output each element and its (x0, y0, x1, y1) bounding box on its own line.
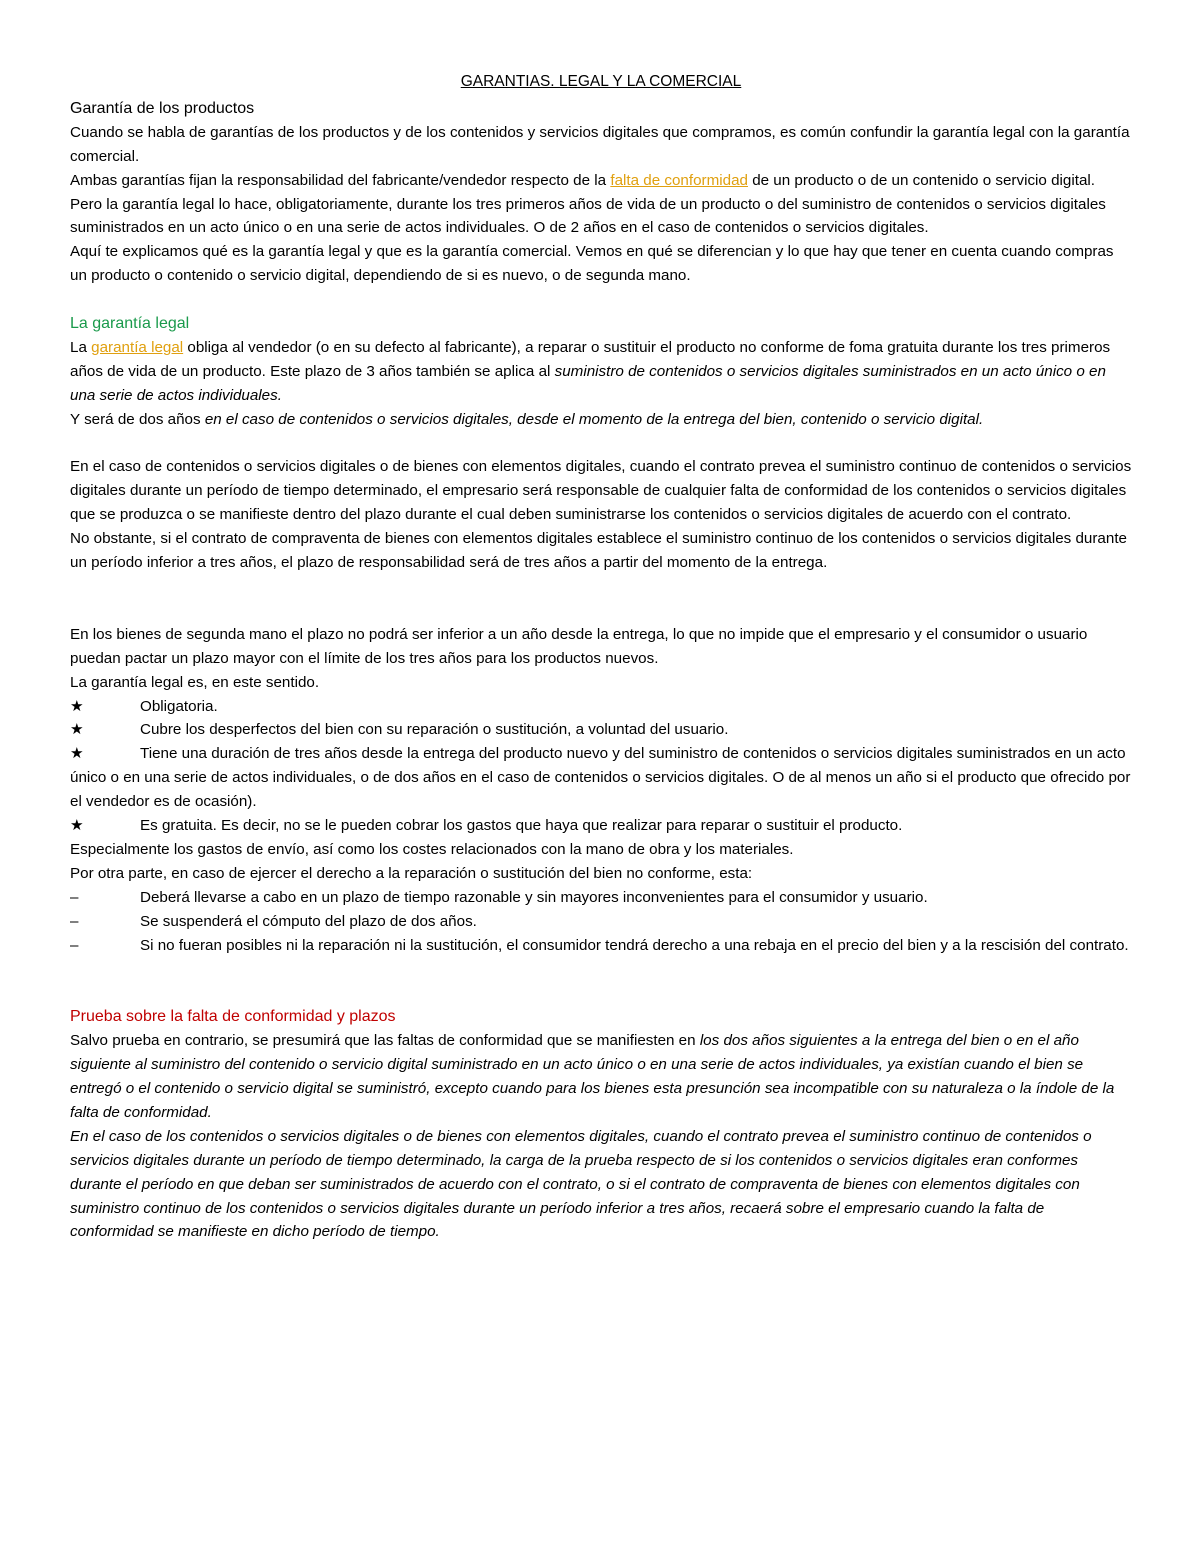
bullet-text: Tiene una duración de tres años desde la entrega del producto nuevo y del suministro de contenidos o servicios digitales suministrados en un acto único o en una serie de actos individuales, o de dos años en el caso de contenidos o servicios digitales. O de al menos un año si el producto que ofrecido por el vendedor es de ocasión). (70, 745, 1131, 811)
legal-paragraph-7: Especialmente los gastos de envío, así como los costes relacionados con la mano de obra y los materiales. (70, 840, 794, 858)
dash-text: Se suspenderá el cómputo del plazo de dos años. (140, 912, 477, 930)
heading-garantia-legal: La garantía legal (70, 315, 190, 333)
star-icon: ★ (70, 721, 84, 739)
spacer (70, 981, 1132, 1005)
legal-paragraph-1 (70, 336, 1132, 408)
link-falta-de-conformidad[interactable]: falta de conformidad (610, 171, 748, 189)
spacer (70, 575, 1132, 599)
legal-paragraph-8: Por otra parte, en caso de ejercer el derecho a la reparación o sustitución del bien no conforme, esta: (70, 864, 753, 882)
spacer (70, 599, 1132, 623)
text-run: Ambas garantías fijan la responsabilidad del fabricante/vendedor respecto de la (70, 171, 611, 189)
spacer (70, 288, 1132, 312)
italic-run: En el caso de los contenidos o servicios digitales o de bienes con elementos digitales, cuando el contrato prevea el suministro continuo de contenidos o servicios digitales durante un período de tiempo determinado, la carga de la prueba respecto de si los contenidos o servicios digitales eran conformes durante el período en que deban ser suministrados de acuerdo con el contrato, o si el contrato de compraventa de bienes con elementos digitales con suministro continuo de los contenidos o servicios digitales durante un período inferior a tres años, recaerá sobre el empresario cuando la falta de conformidad se manifieste en dicho período de tiempo. (70, 1127, 1092, 1241)
document-page (70, 70, 1132, 1244)
proof-paragraph-1 (70, 1029, 1132, 1125)
bullet-text: Obligatoria. (140, 697, 218, 715)
star-icon: ★ (70, 745, 84, 763)
italic-run: los dos años siguientes a la entrega del bien o en el año siguiente al suministro del contenido o servicio digital suministrado en un acto único o en una serie de actos individuales, ya existían cuando el bien se entregó o el contenido o servicio digital se suministró, excepto cuando para los bienes esta presunción sea incompatible con su naturaleza o la índole de la falta de conformidad. (70, 1032, 1115, 1121)
dash-text: Si no fueran posibles ni la reparación ni la sustitución, el consumidor tendrá derecho a una rebaja en el precio del bien y a la rescisión del contrato. (140, 936, 1129, 954)
bullet-item (70, 695, 1132, 719)
dash-icon: – (70, 912, 79, 930)
dash-icon: – (70, 888, 79, 906)
bullet-item (70, 718, 1132, 742)
text-run: de un producto o de un contenido o servicio digital. (747, 171, 1095, 189)
legal-paragraph-6: La garantía legal es, en este sentido. (70, 673, 320, 691)
link-garantia-legal[interactable]: garantía legal (91, 338, 184, 356)
heading-prueba: Prueba sobre la falta de conformidad y plazos (70, 1008, 396, 1026)
dash-icon: – (70, 936, 79, 954)
bullet-text: Cubre los desperfectos del bien con su reparación o sustitución, a voluntad del usuario. (140, 721, 729, 739)
spacer (70, 957, 1132, 981)
italic-run: suministro de contenidos o servicios digitales suministrados en un acto único o en una serie de actos individuales. (70, 362, 1106, 404)
intro-paragraph-1: Cuando se habla de garantías de los productos y de los contenidos y servicios digitales que compramos, es común confundir la garantía legal con la garantía comercial. (70, 123, 1130, 165)
text-run: Salvo prueba en contrario, se presumirá que las faltas de conformidad que se manifiesten en (70, 1032, 700, 1050)
proof-paragraph-2 (70, 1125, 1132, 1245)
legal-paragraph-4: No obstante, si el contrato de compraventa de bienes con elementos digitales establece el suministro continuo de los contenidos o servicios digitales durante un período inferior a tres años, el plazo de responsabilidad será de tres años a partir del momento de la entrega. (70, 530, 1127, 572)
intro-paragraph-4: Aquí te explicamos qué es la garantía legal y que es la garantía comercial. Vemos en qué se diferencian y lo que hay que tener en cuenta cuando compras un producto o contenido o servicio digital, dependiendo de si es nuevo, o de segunda mano. (70, 243, 1114, 285)
bullet-item (70, 814, 1132, 838)
spacer (70, 432, 1132, 456)
dash-item (70, 886, 1132, 910)
bullet-text: Es gratuita. Es decir, no se le pueden cobrar los gastos que haya que realizar para reparar o sustituir el producto. (140, 817, 903, 835)
italic-run: en el caso de contenidos o servicios digitales, desde el momento de la entrega del bien, contenido o servicio digital. (204, 410, 984, 428)
intro-paragraph-2 (70, 169, 1132, 193)
document-title: GARANTIAS. LEGAL Y LA COMERCIAL (460, 73, 742, 90)
legal-paragraph-3: En el caso de contenidos o servicios digitales o de bienes con elementos digitales, cuando el contrato prevea el suministro continuo de contenidos o servicios digitales durante un período de tiempo determinado, el empresario será responsable de cualquier falta de conformidad de los contenidos o servicios digitales que se produzca o se manifieste dentro del plazo durante el cual deben suministrarse los contenidos o servicios digitales de acuerdo con el contrato. (70, 458, 1132, 524)
legal-paragraph-5: En los bienes de segunda mano el plazo no podrá ser inferior a un año desde la entrega, lo que no impide que el empresario y el consumidor o usuario puedan pactar un plazo mayor con el límite de los tres años para los productos nuevos. (70, 625, 1088, 667)
text-run: La (70, 338, 92, 356)
text-run: obliga al vendedor (o en su defecto al fabricante), a reparar o sustituir el producto no conforme de foma gratuita durante los tres primeros años de vida de un producto. Este plazo de 3 años también se aplica al (70, 338, 1111, 380)
text-run: Y será de dos años (70, 410, 205, 428)
section-subtitle: Garantía de los productos (70, 99, 255, 117)
star-icon: ★ (70, 817, 84, 835)
legal-paragraph-2 (70, 408, 1132, 432)
bullet-item (70, 742, 1132, 814)
dash-item (70, 910, 1132, 934)
intro-paragraph-3: Pero la garantía legal lo hace, obligatoriamente, durante los tres primeros años de vida de un producto o del suministro de contenidos o servicios digitales suministrados en un acto único o en una serie de actos individuales. O de 2 años en el caso de contenidos o servicios digitales. (70, 195, 1106, 237)
dash-item (70, 934, 1132, 958)
star-icon: ★ (70, 697, 84, 715)
dash-text: Deberá llevarse a cabo en un plazo de tiempo razonable y sin mayores inconvenientes para el consumidor y usuario. (140, 888, 928, 906)
